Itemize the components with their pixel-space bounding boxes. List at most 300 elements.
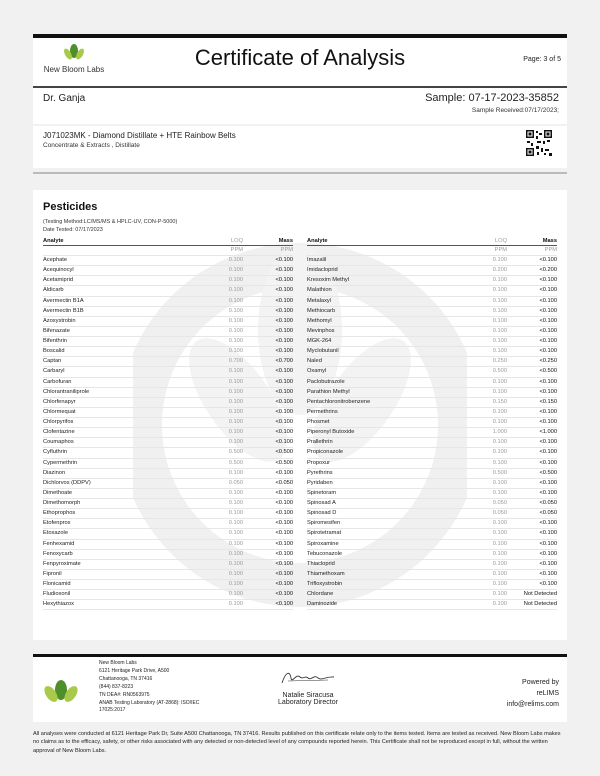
unit-cell: PPM [507,246,557,256]
mass-cell: <0.050 [507,509,557,519]
loq-cell: 0.100 [457,448,507,458]
loq-cell: 0.100 [193,529,243,539]
loq-cell: 0.100 [457,539,507,549]
loq-cell: 0.100 [457,438,507,448]
mass-cell: <0.100 [243,367,293,377]
table-row [43,347,293,357]
table-row [43,590,293,600]
table-row [307,448,557,458]
analyte-cell: Imazalil [307,256,457,266]
table-row [307,580,557,590]
mass-cell: <0.100 [507,529,557,539]
loq-cell: 1.000 [457,428,507,438]
analyte-cell: Dichlorvos (DDPV) [43,478,193,488]
analyte-cell: Thiacloprid [307,559,457,569]
analyte-cell: Chlormequat [43,407,193,417]
analyte-cell: Pentachloronitrobenzene [307,397,457,407]
mass-cell: <0.100 [507,580,557,590]
table-row [307,316,557,326]
loq-cell: 0.100 [457,387,507,397]
mass-cell: <0.100 [507,377,557,387]
document-title: Certificate of Analysis [194,45,406,70]
table-row [43,478,293,488]
mass-cell: <0.100 [507,448,557,458]
table-row [43,468,293,478]
product-category: Concentrate & Extracts , Distillate [43,142,140,149]
loq-cell: 0.100 [193,407,243,417]
mass-cell: <0.100 [243,418,293,428]
testing-method: (Testing Method:LC/MS/MS & HPLC-UV, CON-P-5000) [43,219,178,225]
table-row [307,539,557,549]
table-row [307,438,557,448]
mass-cell: <0.100 [507,438,557,448]
table-row [307,397,557,407]
analyte-cell: Fenhexamid [43,539,193,549]
mass-cell: <0.100 [243,407,293,417]
loq-cell: 0.100 [193,418,243,428]
mass-cell: <0.100 [243,468,293,478]
mass-cell: <0.700 [243,357,293,367]
loq-cell: 0.100 [457,407,507,417]
table-row [307,276,557,286]
loq-cell: 0.100 [193,488,243,498]
analyte-cell: MGK-264 [307,337,457,347]
mass-cell: <0.100 [243,590,293,600]
analyte-cell: Spirotetramat [307,529,457,539]
mass-cell: <0.100 [243,569,293,579]
mass-cell: <0.100 [243,316,293,326]
loq-cell: 0.100 [457,488,507,498]
mass-cell: <0.100 [507,458,557,468]
results-table-right [307,236,557,610]
loq-cell: 0.100 [193,580,243,590]
table-row [43,296,293,306]
signature-block [258,669,358,706]
analyte-cell: Piperonyl Butoxide [307,428,457,438]
powered-by [507,677,559,710]
mass-cell: <0.100 [507,478,557,488]
analyte-cell: Avermectin B1A [43,296,193,306]
loq-cell: 0.100 [193,590,243,600]
loq-cell: 0.200 [457,266,507,276]
table-row [307,509,557,519]
mass-cell: <0.100 [243,539,293,549]
mass-cell: <0.100 [243,519,293,529]
loq-cell: 0.100 [193,600,243,610]
column-header-mass: Mass [507,236,557,246]
sample-received-date: Sample Received:07/17/2023; [471,107,559,114]
product-name: J071023MK - Diamond Distillate + HTE Rainbow Belts [43,131,236,140]
mass-cell: <0.100 [507,326,557,336]
table-row [307,468,557,478]
analyte-cell: Cypermethrin [43,458,193,468]
table-row [43,529,293,539]
analyte-cell: Acequinocyl [43,266,193,276]
mass-cell: <0.100 [243,347,293,357]
analyte-cell: Pyridaben [307,478,457,488]
analyte-cell: Carbaryl [43,367,193,377]
loq-cell: 0.100 [193,256,243,266]
loq-cell: 0.100 [193,549,243,559]
table-row [43,377,293,387]
product-panel [33,126,567,168]
loq-cell: 0.050 [193,478,243,488]
loq-cell: 0.100 [193,569,243,579]
address-line: New Bloom Labs [99,660,137,666]
mass-cell: <0.100 [243,428,293,438]
table-row [307,347,557,357]
table-row [307,428,557,438]
loq-cell: 0.100 [193,499,243,509]
mass-cell: <0.050 [243,478,293,488]
table-row [43,428,293,438]
mass-cell: <0.100 [243,306,293,316]
analyte-cell: Fipronil [43,569,193,579]
column-header-loq: LOQ [193,236,243,246]
table-row [43,326,293,336]
analyte-cell: Prallethrin [307,438,457,448]
analyte-cell: Aldicarb [43,286,193,296]
handwritten-signature [278,669,338,687]
table-row [43,488,293,498]
loq-cell: 0.100 [457,478,507,488]
loq-cell: 0.100 [193,266,243,276]
client-panel [33,88,567,124]
loq-cell: 0.100 [193,438,243,448]
mass-cell: <0.100 [243,488,293,498]
analyte-cell: Acephate [43,256,193,266]
signer-role: Laboratory Director [278,699,338,706]
analyte-cell: Boscalid [43,347,193,357]
analyte-cell: Malathion [307,286,457,296]
loq-cell: 0.500 [457,367,507,377]
loq-cell: 0.100 [457,519,507,529]
mass-cell: <0.050 [507,499,557,509]
table-row [43,256,293,266]
analyte-cell: Clofentazine [43,428,193,438]
mass-cell: <0.100 [507,316,557,326]
analyte-cell: Fludioxonil [43,590,193,600]
loq-cell: 0.100 [193,397,243,407]
mass-cell: Not Detected [507,590,557,600]
table-row [43,600,293,610]
table-row [43,387,293,397]
table-row [307,458,557,468]
results-table-left [43,236,293,610]
table-row [307,337,557,347]
loq-cell: 0.100 [457,296,507,306]
table-row [43,407,293,417]
loq-cell: 0.100 [457,316,507,326]
results-panel [33,190,567,640]
table-row [307,499,557,509]
mass-cell: <0.200 [507,266,557,276]
table-row [43,559,293,569]
loq-cell: 0.100 [457,549,507,559]
loq-cell: 0.100 [457,559,507,569]
analyte-cell: Tebuconazole [307,549,457,559]
analyte-cell: Chlorpyrifos [43,418,193,428]
mass-cell: <0.100 [243,387,293,397]
mass-cell: <0.100 [507,549,557,559]
mass-cell: <0.100 [243,337,293,347]
mass-cell: <0.100 [507,306,557,316]
loq-cell: 0.100 [457,458,507,468]
mass-cell: <0.100 [243,499,293,509]
table-row [307,266,557,276]
mass-cell: <0.100 [243,286,293,296]
mass-cell: <0.100 [243,377,293,387]
analyte-cell: Daminozide [307,600,457,610]
loq-cell: 0.100 [193,509,243,519]
unit-row [43,246,293,256]
table-row [307,549,557,559]
loq-cell: 0.050 [457,509,507,519]
table-row [307,559,557,569]
table-row [43,519,293,529]
analyte-cell: Hexythiazox [43,600,193,610]
analyte-cell: Permethrins [307,407,457,417]
loq-cell: 0.100 [193,306,243,316]
loq-cell: 0.100 [193,468,243,478]
column-header-mass: Mass [243,236,293,246]
analyte-cell: Metalaxyl [307,296,457,306]
mass-cell: <0.250 [507,357,557,367]
loq-cell: 0.100 [193,367,243,377]
loq-cell: 0.700 [193,357,243,367]
table-row [43,509,293,519]
mass-cell: <0.500 [243,448,293,458]
loq-cell: 0.100 [457,276,507,286]
analyte-cell: Spinetoram [307,488,457,498]
certificate-header [33,38,567,86]
mass-cell: <0.100 [507,539,557,549]
mass-cell: <0.100 [507,418,557,428]
analyte-cell: Avermectin B1B [43,306,193,316]
loq-cell: 0.100 [457,326,507,336]
table-row [307,286,557,296]
mass-cell: <0.100 [243,529,293,539]
analyte-cell: Spinosad A [307,499,457,509]
loq-cell: 0.100 [457,569,507,579]
unit-cell: PPM [193,246,243,256]
product-divider [33,172,567,174]
analyte-cell: Azoxystrobin [43,316,193,326]
address-line: Chattanooga, TN 37416 [99,675,153,682]
table-row [307,377,557,387]
analyte-cell: Chlorfenapyr [43,397,193,407]
analyte-cell: Chlordane [307,590,457,600]
loq-cell: 0.050 [457,499,507,509]
loq-cell: 0.100 [457,306,507,316]
unit-cell: PPM [457,246,507,256]
table-row [307,418,557,428]
analyte-cell: Carbofuran [43,377,193,387]
column-header-loq: LOQ [457,236,507,246]
mass-cell: <0.100 [507,407,557,417]
lab-address [99,660,199,715]
loq-cell: 0.100 [457,529,507,539]
analyte-cell: Fenoxycarb [43,549,193,559]
analyte-cell: Propoxur [307,458,457,468]
mass-cell: <0.100 [243,266,293,276]
analyte-cell: Naled [307,357,457,367]
loq-cell: 0.500 [193,448,243,458]
table-row [307,357,557,367]
analyte-cell: Bifenthrin [43,337,193,347]
mass-cell: <0.150 [507,397,557,407]
loq-cell: 0.100 [457,337,507,347]
analyte-cell: Propiconazole [307,448,457,458]
table-row [307,488,557,498]
mass-cell: <0.100 [507,276,557,286]
loq-cell: 0.100 [193,377,243,387]
unit-cell [43,246,193,256]
analyte-cell: Bifenazate [43,326,193,336]
analyte-cell: Spinosad D [307,509,457,519]
analyte-cell: Diazinon [43,468,193,478]
mass-cell: <0.100 [507,488,557,498]
loq-cell: 0.100 [193,347,243,357]
table-row [43,337,293,347]
loq-cell: 0.100 [457,600,507,610]
mass-cell: <0.100 [507,347,557,357]
analyte-cell: Myclobutanil [307,347,457,357]
analyte-cell: Captan [43,357,193,367]
client-name: Dr. Ganja [43,93,86,104]
table-row [307,367,557,377]
powered-by-brand: reLIMS [536,690,559,697]
mass-cell: <0.100 [507,296,557,306]
analyte-cell: Dimethomorph [43,499,193,509]
table-row [307,569,557,579]
address-line: ANAB Testing Laboratory (AT-2868): ISO/IEC [99,699,200,706]
table-row [43,266,293,276]
table-row [307,296,557,306]
analyte-cell: Etoxazole [43,529,193,539]
analyte-cell: Parathion Methyl [307,387,457,397]
table-row [43,276,293,286]
disclaimer-text: All analyses were conducted at 6121 Heritage Park Dr, Suite A500 Chattanooga, TN 37416. Results published on this certificate relate only to the items tested. Items are tested as received. New Bloom Labs makes no claims as to the efficacy, safety, or other risks associated with any detected or non-detected level of any compounds reported herein. This Certificate shall not be reproduced except in full, without the written approval of New Bloom Labs. [33,731,561,754]
table-row [43,397,293,407]
table-row [43,418,293,428]
analyte-cell: Trifloxystrobin [307,580,457,590]
table-row [43,458,293,468]
analyte-cell: Acetamiprid [43,276,193,286]
loq-cell: 0.100 [193,559,243,569]
qr-code-icon[interactable] [525,129,553,157]
table-row [307,387,557,397]
loq-cell: 0.100 [193,387,243,397]
analyte-cell: Coumaphos [43,438,193,448]
mass-cell: <0.100 [507,569,557,579]
mass-cell: <0.500 [507,468,557,478]
analyte-cell: Thiamethoxam [307,569,457,579]
address-line: TN DEA#: RN0563975 [99,691,150,698]
mass-cell: <0.100 [243,549,293,559]
table-row [43,539,293,549]
table-row [307,590,557,600]
section-title: Pesticides [43,201,98,213]
analyte-cell: Fenpyroximate [43,559,193,569]
lab-logo-text: New Bloom Labs [43,65,105,74]
table-row [43,580,293,590]
mass-cell: <0.100 [243,559,293,569]
mass-cell: <0.100 [507,286,557,296]
analyte-cell: Paclobutrazole [307,377,457,387]
loq-cell: 0.100 [457,347,507,357]
analyte-cell: Methiocarb [307,306,457,316]
mass-cell: Not Detected [507,600,557,610]
table-row [43,357,293,367]
analyte-cell: Etofenprox [43,519,193,529]
analyte-cell: Phosmet [307,418,457,428]
mass-cell: <0.100 [507,387,557,397]
loq-cell: 0.150 [457,397,507,407]
loq-cell: 0.500 [457,468,507,478]
loq-cell: 0.100 [457,286,507,296]
mass-cell: <0.100 [507,559,557,569]
column-header-analyte: Analyte [43,236,193,246]
table-row [43,316,293,326]
powered-by-label: Powered by [522,679,559,686]
table-row [43,499,293,509]
table-row [43,367,293,377]
loq-cell: 0.100 [193,326,243,336]
table-row [43,306,293,316]
loq-cell: 0.100 [193,316,243,326]
mass-cell: <0.100 [243,296,293,306]
analyte-cell: Ethoprophos [43,509,193,519]
mass-cell: <0.100 [243,438,293,448]
mass-cell: <0.500 [507,367,557,377]
unit-cell: PPM [243,246,293,256]
footer-leaf-logo-icon [41,679,81,705]
loq-cell: 0.100 [193,296,243,306]
certificate-footer [33,657,567,722]
analyte-cell: Mevinphos [307,326,457,336]
analyte-cell: Spiromesifen [307,519,457,529]
mass-cell: <0.100 [243,600,293,610]
analyte-cell: Spiroxamine [307,539,457,549]
sample-id: Sample: 07-17-2023-35852 [425,92,559,104]
analyte-cell: Dimethoate [43,488,193,498]
loq-cell: 0.100 [193,286,243,296]
mass-cell: <0.100 [243,509,293,519]
loq-cell: 0.250 [457,357,507,367]
date-tested: Date Tested: 07/17/2023 [43,227,103,233]
mass-cell: <0.100 [507,256,557,266]
mass-cell: <1.000 [507,428,557,438]
table-row [307,519,557,529]
mass-cell: <0.100 [507,337,557,347]
unit-row [307,246,557,256]
table-row [307,306,557,316]
address-line: 6121 Heritage Park Drive, A500 [99,667,170,674]
analyte-cell: Chlorantraniliprole [43,387,193,397]
table-row [43,286,293,296]
analyte-cell: Imidacloprid [307,266,457,276]
loq-cell: 0.100 [193,428,243,438]
loq-cell: 0.100 [457,580,507,590]
analyte-cell: Pyrethrins [307,468,457,478]
table-row [43,448,293,458]
powered-by-email[interactable]: info@relims.com [506,701,559,708]
loq-cell: 0.100 [457,256,507,266]
mass-cell: <0.100 [243,397,293,407]
loq-cell: 0.100 [193,539,243,549]
loq-cell: 0.100 [457,590,507,600]
